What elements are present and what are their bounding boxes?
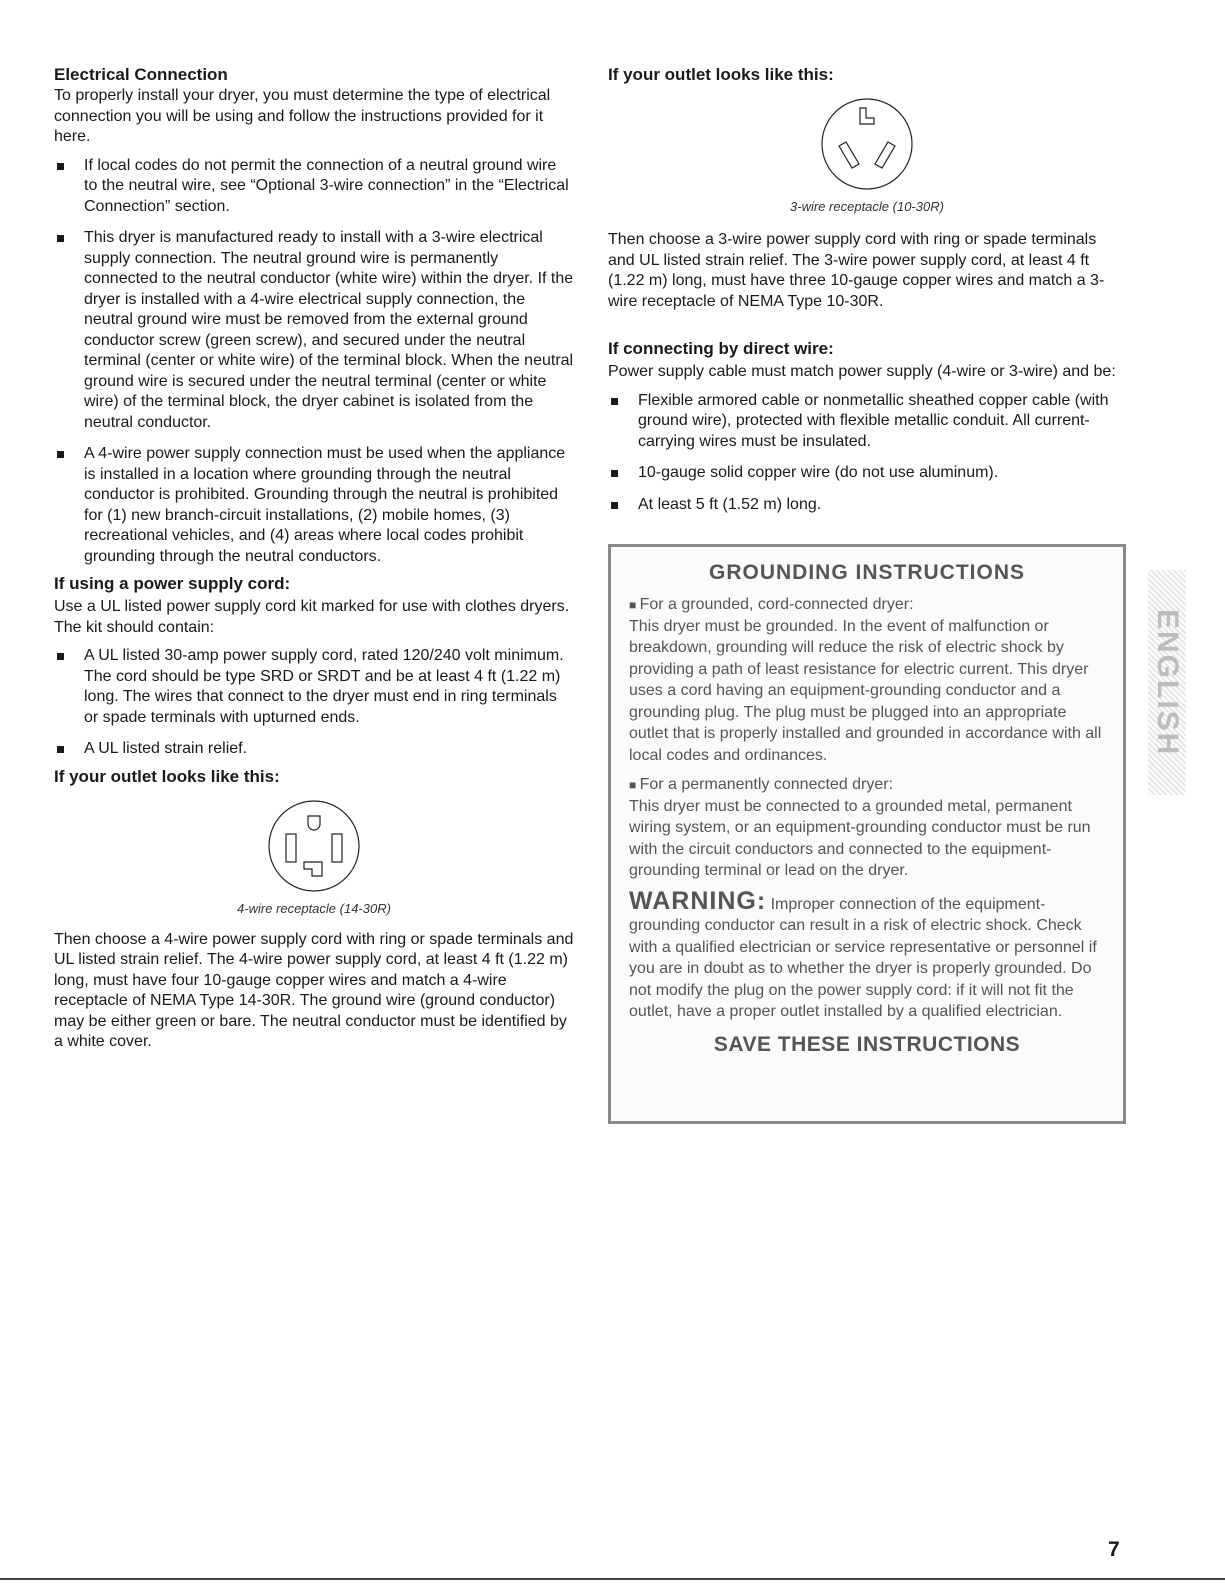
list-item: This dryer is manufactured ready to install with a 3-wire electrical supply connection. The neutral ground wire is permanently connected to the neutral conductor (white wire) within the dryer. If the dryer is installed with a 4-wire electrical supply connection, the neutral ground wire must be removed from the external ground conductor screw (green screw), and secured under the neutral terminal (center or white wire) of the terminal block. When the neutral ground wire is secured under the neutral terminal (center or white wire) of the terminal block, the dryer cabinet is isolated from the neutral conductor. [54,228,574,433]
list-item: 10-gauge solid copper wire (do not use aluminum). [608,463,1126,484]
list-item: A UL listed 30-amp power supply cord, rated 120/240 volt minimum. The cord should be type SRD or SRDT and be at least 4 ft (1.22 m) long. The wires that connect to the dryer must end in ring terminals or spade terminals with upturned ends. [54,646,574,728]
direct-wire-heading: If connecting by direct wire: [608,339,834,358]
cord-heading: If using a power supply cord: [54,574,291,593]
cord-bullet-list [54,646,574,760]
list-item: A 4-wire power supply connection must be used when the appliance is installed in a location where grounding through the neutral conductor is prohibited. Grounding through the neutral is prohibited for (1) new branch-circuit installations, (2) mobile homes, (3) recreational vehicles, and (4) areas where local codes prohibit grounding through the neutral conductors. [54,444,574,567]
intro-paragraph: To properly install your dryer, you must determine the type of electrical connection you will be using and follow the instructions provided for it here. [54,87,551,145]
direct-wire-bullet-list [608,391,1126,516]
cord-intro: Use a UL listed power supply cord kit marked for use with clothes dryers. The kit should contain: [54,598,570,636]
grounding-title: GROUNDING INSTRUCTIONS [709,561,1025,584]
warning-paragraph [629,886,1105,1023]
outlet-4-wire-text: Then choose a 4-wire power supply cord with ring or spade terminals and UL listed strain relief. The 4-wire power supply cord, at least 4 ft (1.22 m) long, must have four 10-gauge copper wires and match a 4-wire receptacle of NEMA Type 14-30R. The ground wire (ground conductor) may be either green or bare. The neutral conductor must be identified by a white cover. [54,930,574,1050]
side-tab-label: ENGLISH [1151,608,1184,757]
left-column [54,64,574,1053]
grounding-sub-permanent: ■ For a permanently connected dryer: [629,775,1105,796]
page-number: 7 [1108,1538,1120,1561]
receptacle-14-30r-caption: 4-wire receptacle (14-30R) [237,900,391,916]
grounding-para-cord-connected: This dryer must be grounded. In the event of malfunction or breakdown, grounding will reduce the risk of electric shock by providing a path of least resistance for electric current. This dryer uses a cord having an equipment-grounding conductor and a grounding plug. The plug must be plugged into an appropriate outlet that is properly installed and grounded in accordance with all local codes and ordinances. [629,617,1102,764]
list-item: At least 5 ft (1.52 m) long. [608,495,1126,516]
receptacle-10-30r-figure [608,94,1126,194]
direct-wire-intro: Power supply cable must match power supply (4-wire or 3-wire) and be: [608,363,1116,380]
language-side-tab [1148,570,1186,795]
outlet-heading-4-wire: If your outlet looks like this: [54,766,280,786]
right-column [608,64,1126,526]
section-heading-electrical-connection: Electrical Connection [54,65,228,84]
outlet-3-wire-text: Then choose a 3-wire power supply cord with ring or spade terminals and UL listed strain relief. The 3-wire power supply cord, at least 4 ft (1.22 m) long, must have three 10-gauge copper wires and match a 3-wire receptacle of NEMA Type 10-30R. [608,231,1105,310]
outlet-heading-3-wire: If your outlet looks like this: [608,65,834,84]
list-item: If local codes do not permit the connection of a neutral ground wire to the neutral wire, see “Optional 3-wire connection” in the “Electrical Connection” section. [54,156,574,218]
bottom-rule [0,1578,1225,1580]
receptacle-10-30r-icon [817,94,917,194]
grounding-instructions-box [608,544,1126,1124]
save-instructions-label: SAVE THESE INSTRUCTIONS [713,1032,1021,1056]
receptacle-14-30r-figure [54,796,574,896]
grounding-sub-cord-connected: ■ For a grounded, cord-connected dryer: [629,595,1105,616]
electrical-bullet-list [54,156,574,568]
receptacle-14-30r-icon [264,796,364,896]
grounding-para-permanent: This dryer must be connected to a grounded metal, permanent wiring system, or an equipment-grounding conductor must be run with the circuit conductors and connected to the equipment-grounding terminal or lead on the dryer. [629,797,1091,879]
receptacle-10-30r-caption: 3-wire receptacle (10-30R) [790,199,944,214]
list-item: A UL listed strain relief. [54,739,574,760]
warning-label: WARNING: [629,886,767,915]
warning-text: Improper connection of the equipment-grounding conductor can result in a risk of electric shock. Check with a qualified electrician or service representative or personnel if you are in doubt as to whether the dryer is properly grounded. Do not modify the plug on the power supply cord: if it will not fit the outlet, have a proper outlet installed by a qualified electrician. [629,895,1097,1020]
list-item: Flexible armored cable or nonmetallic sheathed copper cable (with ground wire), protected with flexible metallic conduit. All current-carrying wires must be insulated. [608,391,1126,453]
